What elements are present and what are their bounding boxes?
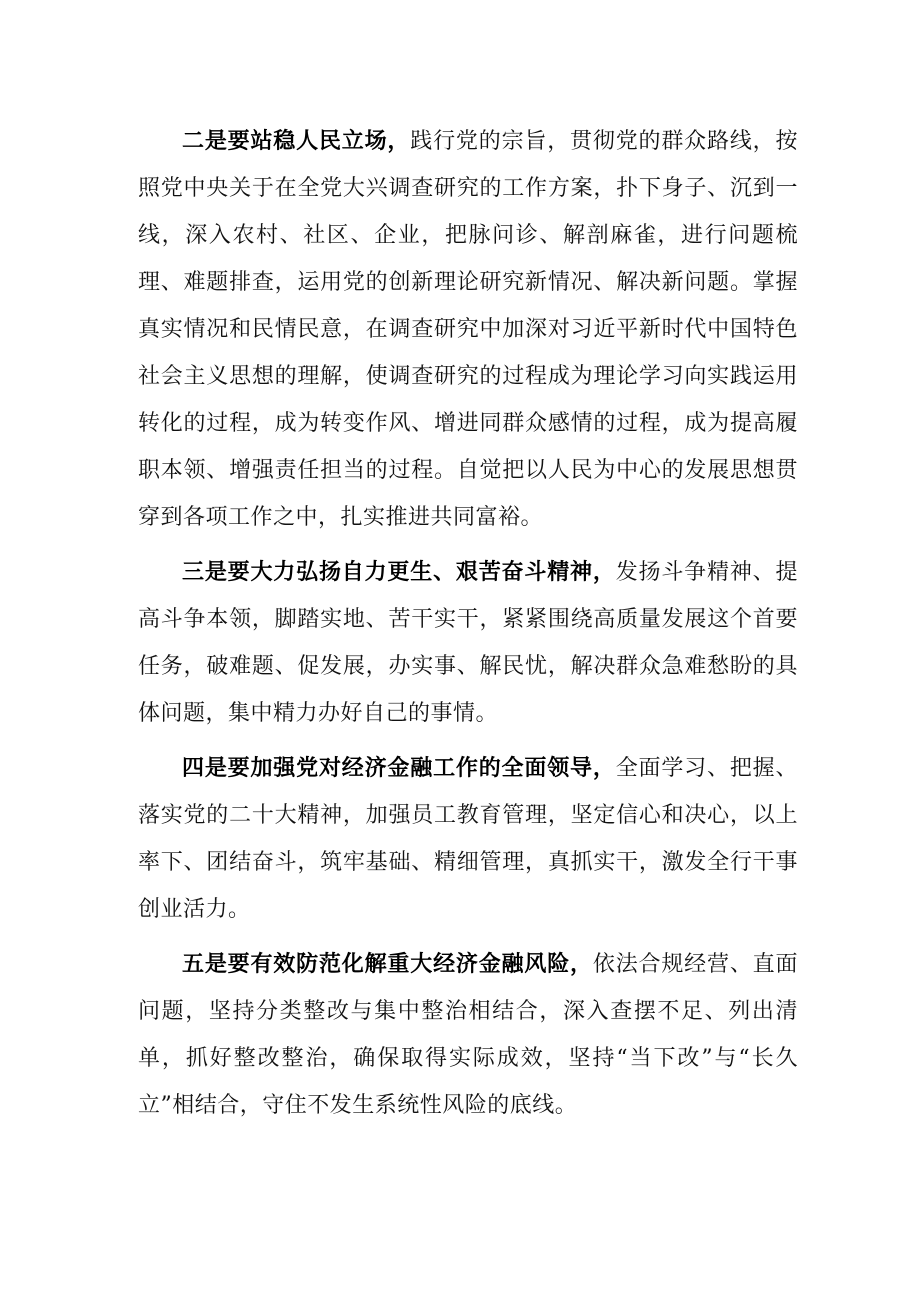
paragraph-4-lead: 四是要加强党对经济金融工作的全面领导， <box>182 756 616 781</box>
paragraph-5-text: 依法合规经营、直面问题，坚持分类整改与集中整治相结合，深入查摆不足、列出清单，抓好整改整治，确保取得实际成效，坚持“当下改”与“长久立”相结合，守住不发生系统性风险的底线。 <box>138 952 798 1118</box>
paragraph-4-text: 全面学习、把握、落实党的二十大精神，加强员工教育管理，坚定信心和决心，以上率下、团结奋斗，筑牢基础、精细管理，真抓实干，激发全行干事创业活力。 <box>138 756 798 922</box>
paragraph-3-text: 发扬斗争精神、提高斗争本领，脚踏实地、苦干实干，紧紧围绕高质量发展这个首要任务，破难题、促发展，办实事、解民忧，解决群众急难愁盼的具体问题，集中精力办好自己的事情。 <box>138 560 798 726</box>
paragraph-2-text: 践行党的宗旨，贯彻党的群众路线，按照党中央关于在全党大兴调查研究的工作方案，扑下身子、沉到一线，深入农村、社区、企业，把脉问诊、解剖麻雀，进行问题梳理、难题排查，运用党的创新理论研究新情况、解决新问题。掌握真实情况和民情民意，在调查研究中加深对习近平新时代中国特色社会主义思想的理解，使调查研究的过程成为理论学习向实践运用转化的过程，成为转变作风、增进同群众感情的过程，成为提高履职本领、增强责任担当的过程。自觉把以人民为中心的发展思想贯穿到各项工作之中，扎实推进共同富裕。 <box>138 129 798 530</box>
document-body <box>138 118 798 1129</box>
paragraph-3 <box>138 549 798 737</box>
paragraph-2 <box>138 118 798 541</box>
paragraph-2-lead: 二是要站稳人民立场， <box>182 129 411 154</box>
paragraph-3-lead: 三是要大力弘扬自力更生、艰苦奋斗精神， <box>182 560 616 585</box>
paragraph-4 <box>138 745 798 933</box>
paragraph-5 <box>138 941 798 1129</box>
paragraph-5-lead: 五是要有效防范化解重大经济金融风险， <box>182 952 593 977</box>
